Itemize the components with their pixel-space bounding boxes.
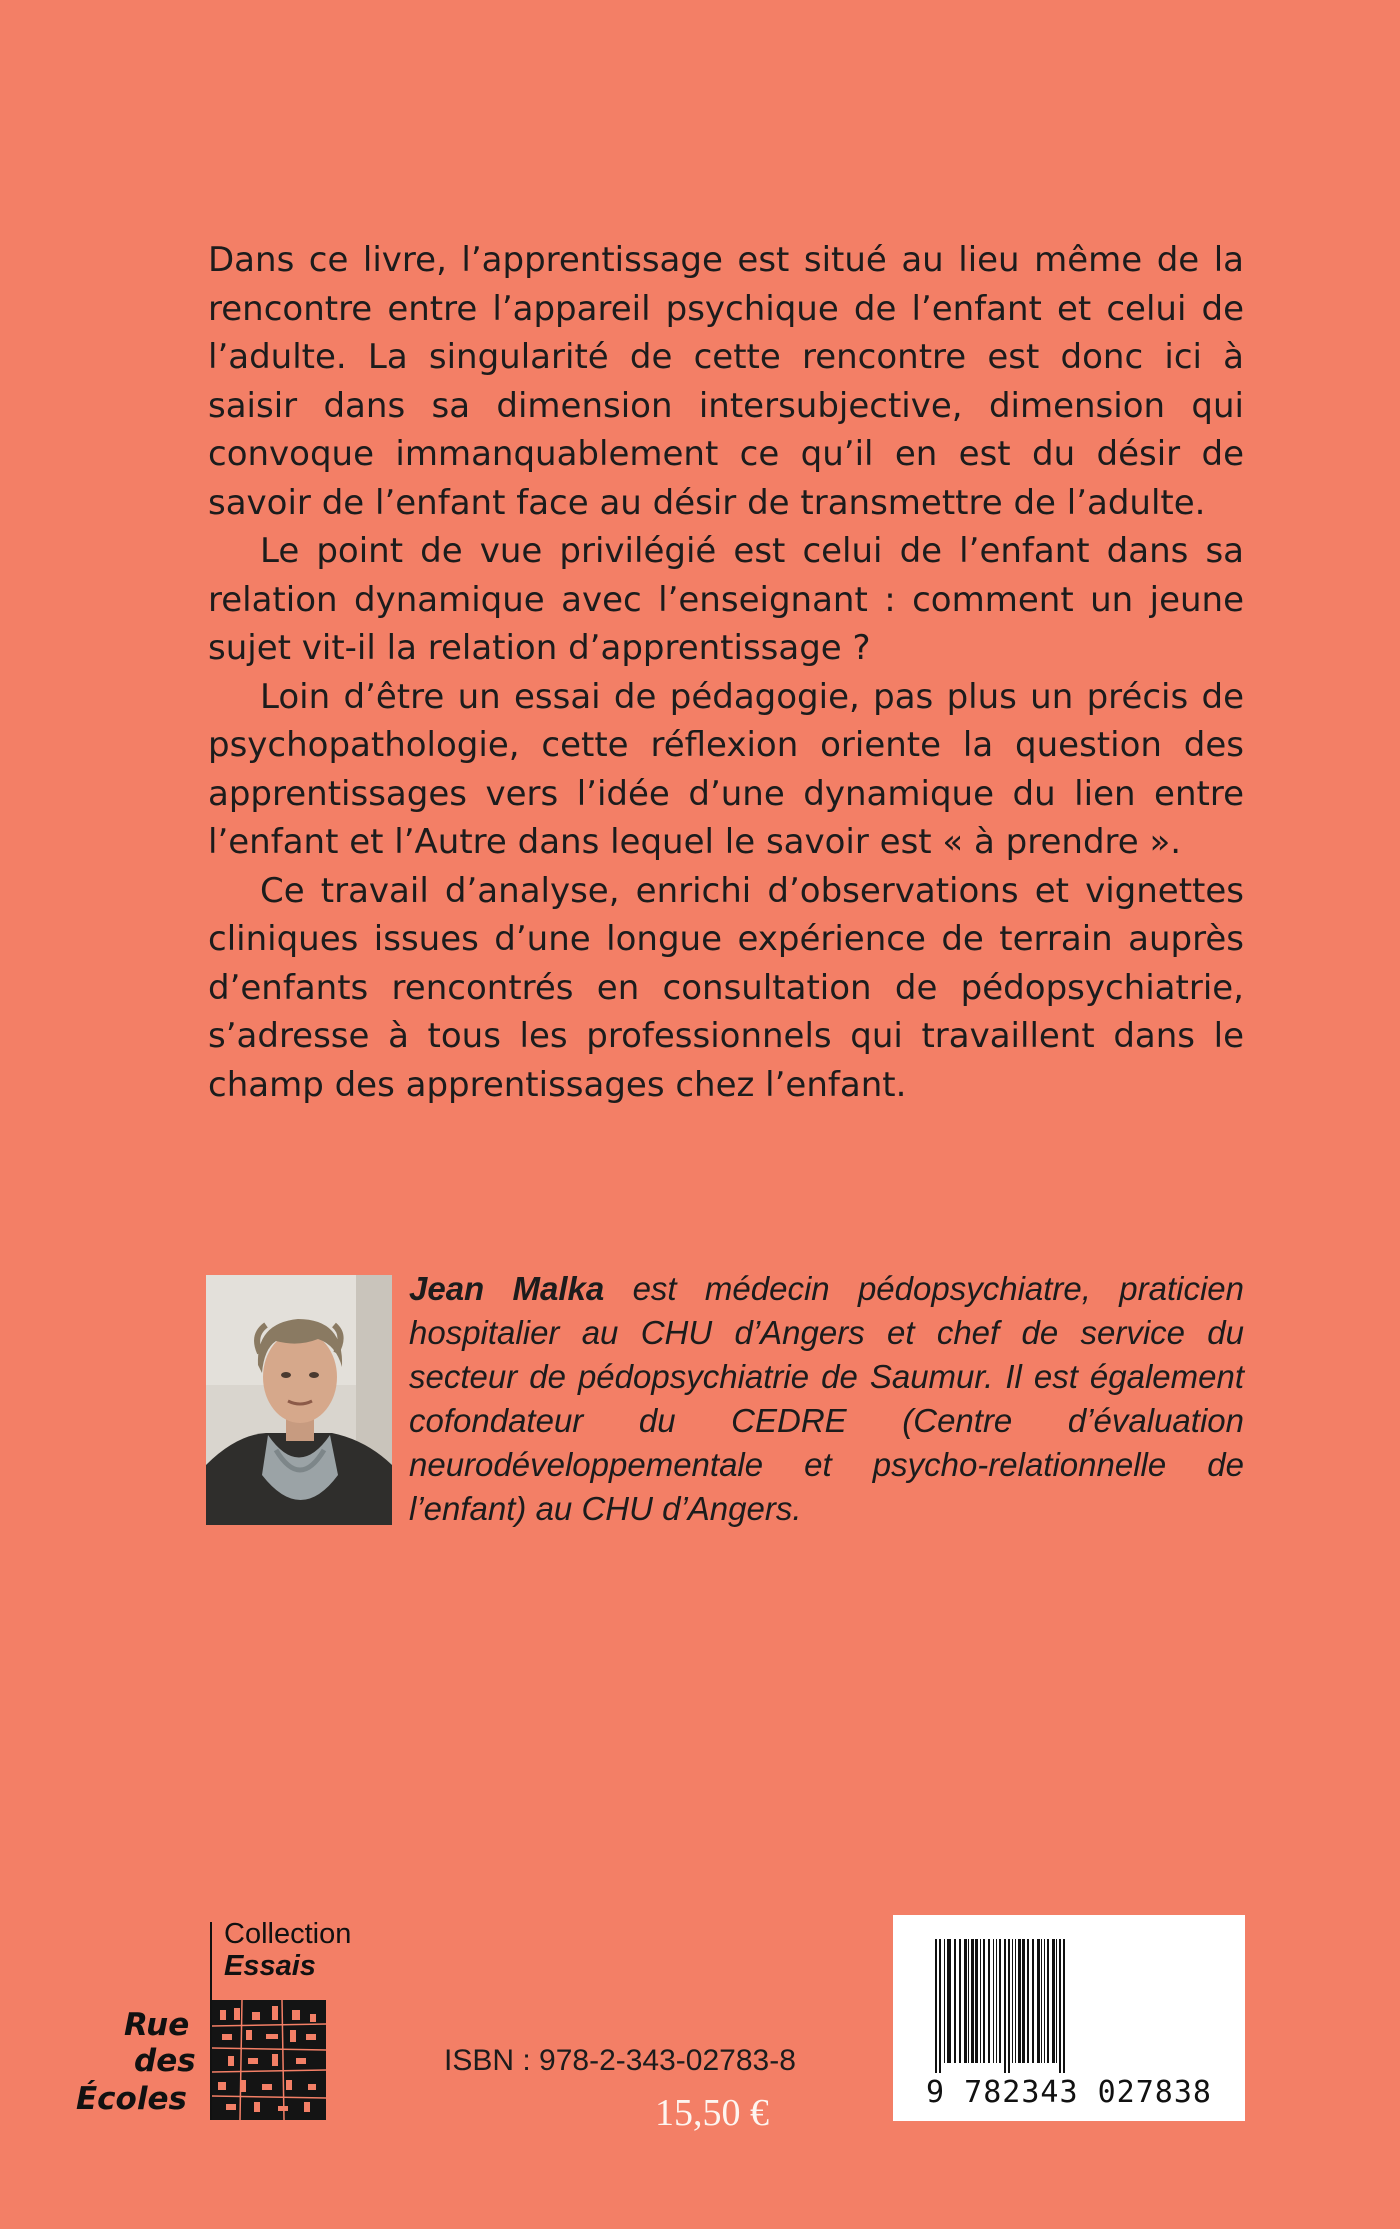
barcode-bar bbox=[1008, 1939, 1010, 2073]
author-bio-text bbox=[409, 1267, 1244, 1531]
logo-word-ecoles: Écoles bbox=[76, 2081, 187, 2117]
rooftops-illustration bbox=[212, 2000, 326, 2120]
logo-word-rue: Rue bbox=[124, 2007, 190, 2043]
barcode-bar bbox=[964, 1939, 967, 2063]
barcode-bars bbox=[931, 1939, 1207, 2073]
barcode-bar bbox=[1041, 1939, 1042, 2063]
blurb-paragraph-1: Dans ce livre, l’apprentissage est situé au lieu même de la rencontre entre l’appareil psychique de l’enfant et celui de l’adulte. La singularité de cette rencontre est donc ici à saisir dans sa dimension intersubjective, dimension qui convoque immanquablement ce qu’il en est du désir de savoir de l’enfant face au désir de transmettre de l’adulte. bbox=[208, 240, 1244, 523]
barcode bbox=[893, 1915, 1245, 2121]
author-bio-body: est médecin pédopsychiatre, praticien hospitalier au CHU d’Angers et chef de service du secteur de pédopsychiatrie de Saumur. Il est également cofondateur du CEDRE (Centre d’évaluation neurodéveloppementale et psycho-relationnelle de l’enfant) au CHU d’Angers. bbox=[409, 1270, 1244, 1527]
barcode-bar bbox=[1063, 1939, 1065, 2073]
barcode-bar bbox=[1032, 1939, 1034, 2063]
blurb-paragraph-4: Ce travail d’analyse, enrichi d’observations et vignettes cliniques issues d’une longue expérience de terrain auprès d’enfants rencontrés en consultation de pédopsychiatrie, s’adresse à tous les professionnels qui travaillent dans le champ des apprentissages chez l’enfant. bbox=[208, 870, 1244, 1105]
blurb-paragraph-3: Loin d’être un essai de pédagogie, pas plus un précis de psychopathologie, cette réflexion oriente la question des apprentissages vers l’idée d’une dynamique du lien entre l’enfant et l’Autre dans lequel le savoir est « à prendre ». bbox=[208, 676, 1244, 862]
barcode-bar bbox=[983, 1939, 985, 2063]
barcode-bar bbox=[1047, 1939, 1049, 2063]
barcode-bar bbox=[954, 1939, 956, 2063]
barcode-bar bbox=[999, 1939, 1001, 2063]
barcode-bar bbox=[993, 1939, 994, 2063]
author-photo bbox=[206, 1275, 392, 1525]
barcode-bar bbox=[1044, 1939, 1045, 2063]
barcode-bar bbox=[944, 1939, 945, 2063]
barcode-bar bbox=[971, 1939, 974, 2063]
barcode-bar bbox=[947, 1939, 951, 2063]
barcode-bar bbox=[1012, 1939, 1013, 2063]
barcode-bar bbox=[968, 1939, 969, 2063]
logo-word-des: des bbox=[134, 2043, 196, 2079]
barcode-bar bbox=[1018, 1939, 1021, 2063]
back-cover-blurb bbox=[208, 236, 1244, 1109]
barcode-bar bbox=[996, 1939, 997, 2063]
collection-name: Essais bbox=[224, 1950, 316, 1982]
collection-label: Collection bbox=[224, 1918, 352, 1950]
barcode-number: 9 782343 027838 bbox=[926, 2075, 1212, 2110]
author-bio bbox=[409, 1267, 1244, 1531]
barcode-bar bbox=[935, 1939, 937, 2073]
price-text: 15,50 € bbox=[655, 2092, 769, 2134]
barcode-bar bbox=[1059, 1939, 1061, 2073]
barcode-bar bbox=[959, 1939, 961, 2063]
barcode-bar bbox=[980, 1939, 981, 2063]
barcode-bar bbox=[1056, 1939, 1057, 2063]
blurb-paragraph-2: Le point de vue privilégié est celui de l’enfant dans sa relation dynamique avec l’enseignant : comment un jeune sujet vit-il la relation d’apprentissage ? bbox=[208, 531, 1244, 668]
barcode-bar bbox=[1037, 1939, 1040, 2063]
isbn-text: ISBN : 978-2-343-02783-8 bbox=[444, 2044, 796, 2077]
barcode-bar bbox=[1027, 1939, 1029, 2063]
barcode-bar bbox=[988, 1939, 990, 2063]
barcode-bar bbox=[1052, 1939, 1055, 2063]
barcode-bar bbox=[939, 1939, 941, 2073]
barcode-bar bbox=[975, 1939, 978, 2063]
barcode-bar bbox=[1015, 1939, 1016, 2063]
barcode-bar bbox=[1004, 1939, 1006, 2073]
author-name: Jean Malka bbox=[409, 1270, 605, 1307]
barcode-bar bbox=[1022, 1939, 1025, 2063]
publisher-logo bbox=[76, 1918, 376, 2128]
